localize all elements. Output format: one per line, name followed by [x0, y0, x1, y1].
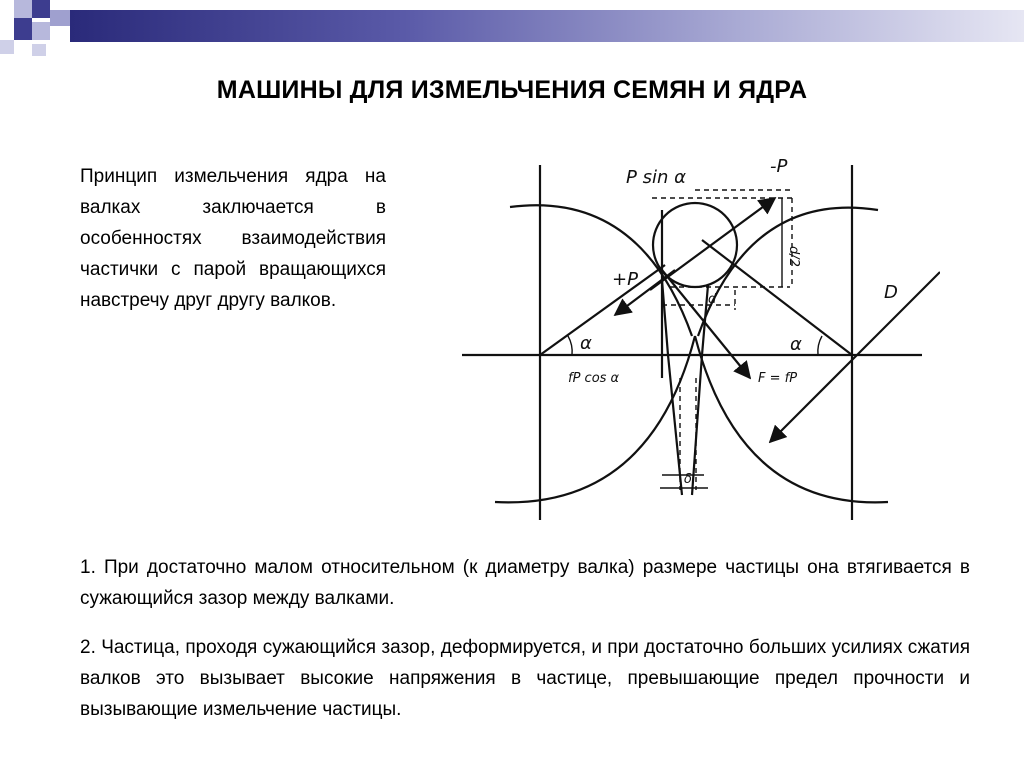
- label-fp-cos-alpha: fP cos α: [568, 371, 620, 386]
- force-line: [540, 265, 665, 355]
- intro-text: Принцип измельчения ядра на валках заключается в особенностях взаимодействия частички с парой вращающихся навстречу друг другу валков.: [80, 166, 386, 311]
- label-diameter: D: [884, 282, 898, 303]
- label-alpha-left: α: [580, 333, 592, 354]
- point-1: 1. При достаточно малом относительном (к диаметру валка) размере частицы она втягивается в сужающийся зазор между валками.: [80, 557, 970, 609]
- angle-arc: [568, 336, 572, 355]
- decor-square: [14, 0, 32, 18]
- slide-title: МАШИНЫ ДЛЯ ИЗМЕЛЬЧЕНИЯ СЕМЯН И ЯДРА: [216, 76, 808, 104]
- label-p-sin-alpha: P sin α: [626, 167, 686, 188]
- label-delta: δ: [684, 472, 692, 487]
- point-2: 2. Частица, проходя сужающийся зазор, деформируется, и при достаточно больших усилиях сжатия валков это вызывает высокие напряжения в частице, превышающие предел прочности и вызывающие измельчение частицы.: [80, 637, 970, 720]
- label-plus-p: +P: [612, 269, 638, 290]
- label-minus-p: -P: [770, 156, 788, 177]
- left-roll-arc: [495, 336, 695, 502]
- decor-square: [32, 44, 46, 56]
- decor-square: [32, 22, 50, 40]
- force-line: [702, 240, 852, 355]
- roll-crushing-diagram: [440, 150, 940, 535]
- gap-line: [662, 280, 682, 495]
- decor-square: [32, 0, 50, 18]
- decor-square: [50, 10, 70, 26]
- label-d-small: d: [708, 292, 717, 307]
- label-f-eq-fp: F = fP: [758, 371, 798, 386]
- decor-square: [0, 40, 14, 54]
- angle-arc: [818, 336, 822, 355]
- decor-square: [14, 18, 32, 40]
- header-gradient-bar: [70, 10, 1024, 42]
- label-dim-d2: d/2: [786, 246, 801, 267]
- diameter-arrow: [770, 272, 940, 442]
- label-alpha-right: α: [790, 334, 802, 355]
